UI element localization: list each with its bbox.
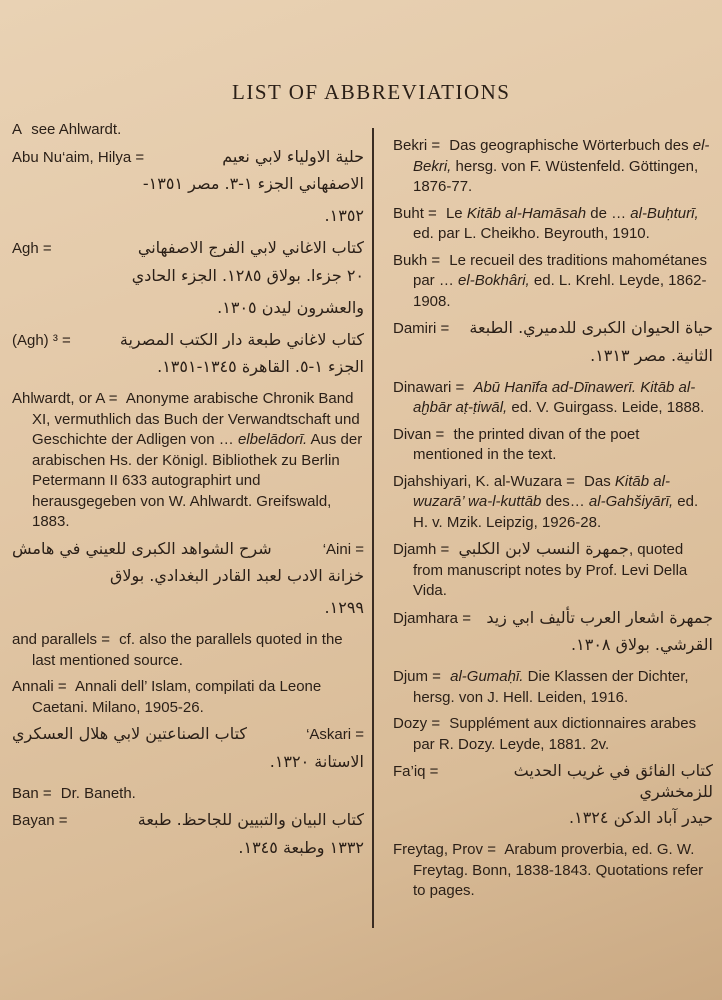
entry-agh-3 <box>12 330 364 384</box>
entry-text: see Ahlwardt. <box>31 121 122 138</box>
entry-text: des… <box>545 493 585 510</box>
entry-head: ‘Aini = <box>322 540 364 558</box>
entry-head: and parallels = <box>12 631 110 648</box>
entry-arabic: ٢٠ جزءا. بولاق ١٢٨٥. الجزء الحادي <box>131 265 364 285</box>
entry-faiq <box>393 761 713 834</box>
entry-head: Djum = <box>393 668 441 685</box>
left-column <box>12 120 364 870</box>
entry-arabic: جمهرة النسب لابن الكلبي <box>458 539 629 558</box>
page-title: LIST OF ABBREVIATIONS <box>232 80 511 104</box>
entry-head: A <box>12 121 23 138</box>
entry-arabic: ١٣٣٢ وطبعة ١٣٤٥. <box>238 837 364 857</box>
entry-freytag <box>393 840 713 902</box>
entry-text: hersg. von F. Wüstenfeld. Göttingen, 1876-77. <box>413 157 699 195</box>
entry-arabic: كتاب الصناعتين لابي هلال العسكري <box>12 724 248 743</box>
entry-a <box>12 120 364 141</box>
entry-head: Freytag, Prov = <box>393 841 496 858</box>
entry-askari <box>12 724 364 778</box>
entry-italic: al-Gumaḥī. <box>450 668 524 685</box>
entry-italic: al-Buḥturī, <box>630 204 699 222</box>
entry-arabic: حياة الحيوان الكبرى للدميري. الطبعة <box>469 318 713 337</box>
entry-head: Bayan = <box>12 812 68 829</box>
entry-arabic: حيدر آباد الدكن ١٣٢٤. <box>569 808 713 827</box>
entry-text: Supplément aux dictionnaires arabes par R. Dozy. Leyde, 1881. 2v. <box>413 715 697 753</box>
entry-arabic: كتاب الفائق في غريب الحديث للزمخشري <box>513 761 713 801</box>
entry-text: cf. also the parallels quoted in the last mentioned source. <box>32 631 343 669</box>
entry-italic: el-Bekri, <box>413 137 710 175</box>
entry-aini <box>12 539 364 625</box>
entry-text: the printed divan of the poet mentioned in the text. <box>413 425 640 463</box>
entry-djamh <box>393 539 713 602</box>
entry-text: Dr. Baneth. <box>60 784 136 802</box>
entry-damiri <box>393 318 713 372</box>
entry-text: Anonyme arabische Chronik Band XI, vermuthlich das Buch der Verwandtschaft und Geschichte der Adligen von … <box>32 390 360 448</box>
entry-head: Ahlwardt, or A = <box>12 390 118 407</box>
entry-head: Divan = <box>393 425 445 443</box>
entry-text: ed. L. Krehl. Leyde, 1862-1908. <box>413 272 707 310</box>
entry-arabic: الثانية. مصر ١٣١٣. <box>590 345 713 365</box>
entry-arabic: جمهرة اشعار العرب تأليف ابي زيد <box>486 607 713 627</box>
entry-djamhara <box>393 608 713 662</box>
entry-ahlwardt <box>12 389 364 533</box>
entry-head: Djahshiyari, K. al-Wuzara = <box>393 472 575 490</box>
entry-text: Aus der arabischen Hs. der Königl. Bibliothek zu Berlin Petermann II 633 autographirt und herausgegeben von W. Ahlwardt. Greifswald, 1883. <box>32 431 363 530</box>
entry-djahshiyari <box>393 472 713 534</box>
entry-head: (Agh) ³ = <box>12 331 71 349</box>
entry-arabic: كتاب الاغاني لابي الفرج الاصفهاني <box>137 238 364 257</box>
entry-dinawari <box>393 378 713 419</box>
entry-italic: Abū Hanīfa ad-Dīnawerī. Kitāb al-aḫbār aṭ-ṭiwāl, <box>413 378 696 416</box>
entry-dozy <box>393 714 713 755</box>
entry-parallels <box>12 630 364 671</box>
entry-text: Le recueil des traditions mahométanes par … <box>413 251 707 289</box>
entry-agh <box>12 238 364 324</box>
entry-text: Arabum proverbia, ed. G. W. Freytag. Bonn, 1838-1843. Quotations refer to pages. <box>413 841 704 899</box>
entry-arabic: حلية الاولياء لابي نعيم <box>222 146 364 166</box>
entry-italic: al-Gahšiyārī, <box>588 493 674 510</box>
entry-text: Das geographische Wörterbuch des <box>449 137 689 154</box>
entry-arabic: كتاب البيان والتبيين للجاحظ. طبعة <box>137 810 364 829</box>
entry-text: , quoted from manuscript notes by Prof. Levi Della Vida. <box>413 541 688 599</box>
entry-djum <box>393 667 713 708</box>
entry-head: Dozy = <box>393 715 441 732</box>
entry-text: ed. H. v. Mzik. Leipzig, 1926-28. <box>413 493 699 531</box>
entry-arabic: شرح الشواهد الكبرى للعيني في هامش <box>12 538 272 558</box>
entry-ban <box>12 784 364 805</box>
entry-head: Bukh = <box>393 251 441 269</box>
entry-head: Buht = <box>393 204 437 222</box>
entry-arabic: ١٣٥٢. <box>324 206 364 225</box>
entry-arabic: خزانة الادب لعبد القادر البغدادي. بولاق <box>109 566 364 585</box>
entry-arabic: الاستانة ١٣٢٠. <box>269 751 364 771</box>
entry-text: ed. par L. Cheikho. Beyrouth, 1910. <box>413 225 650 242</box>
entry-text: Das <box>584 472 611 490</box>
entry-italic: elbelādorī. <box>237 431 308 448</box>
entry-italic: Kitāb al-Hamāsah <box>466 204 587 222</box>
entry-head: Fa’iq = <box>393 763 439 780</box>
entry-head: Bekri = <box>393 137 441 154</box>
entry-divan <box>393 425 713 466</box>
entry-head: Abu Nu‘aim, Hilya = <box>12 148 145 166</box>
entry-abu-nuaim <box>12 147 364 233</box>
entry-text: Die Klassen der Dichter, hersg. von J. Hell. Leiden, 1916. <box>413 668 689 706</box>
entry-bukh <box>393 251 713 313</box>
entry-annali <box>12 677 364 718</box>
entry-arabic: الاصفهاني الجزء ١-٣. مصر ١٣٥١- <box>142 174 364 193</box>
entry-head: Djamhara = <box>393 609 471 627</box>
entry-head: Agh = <box>12 240 52 257</box>
entry-head: Dinawari = <box>393 378 465 396</box>
entry-text: ed. V. Guirgass. Leide, 1888. <box>511 399 705 416</box>
entry-buht <box>393 204 713 245</box>
entry-head: Damiri = <box>393 320 450 337</box>
entry-head: Djamh = <box>393 541 450 558</box>
entry-head: Annali = <box>12 678 67 695</box>
entry-arabic: القرشي. بولاق ١٣٠٨. <box>571 635 713 654</box>
entry-arabic: كتاب لاغاني طبعة دار الكتب المصرية <box>119 329 364 349</box>
entry-italic: el-Bokhâri, <box>458 272 530 289</box>
entry-bekri <box>393 136 713 198</box>
entry-arabic: الجزء ١-٥. القاهرة ١٣٤٥-١٣٥١. <box>157 357 364 376</box>
entry-italic: Kitāb al-wuzarā’ wa-l-kuttāb <box>413 472 670 510</box>
entry-text: de … <box>590 204 627 222</box>
entry-text: Annali dell’ Islam, compilati da Leone Caetani. Milano, 1905-26. <box>32 678 322 716</box>
entry-bayan <box>12 810 364 864</box>
column-divider <box>372 128 374 928</box>
entry-text: Le <box>445 204 463 222</box>
right-column <box>393 136 713 908</box>
entry-head: ‘Askari = <box>306 726 364 743</box>
entry-arabic: ١٢٩٩. <box>324 598 364 617</box>
entry-head: Ban = <box>12 784 52 802</box>
entry-arabic: والعشرون ليدن ١٣٠٥. <box>217 297 364 317</box>
